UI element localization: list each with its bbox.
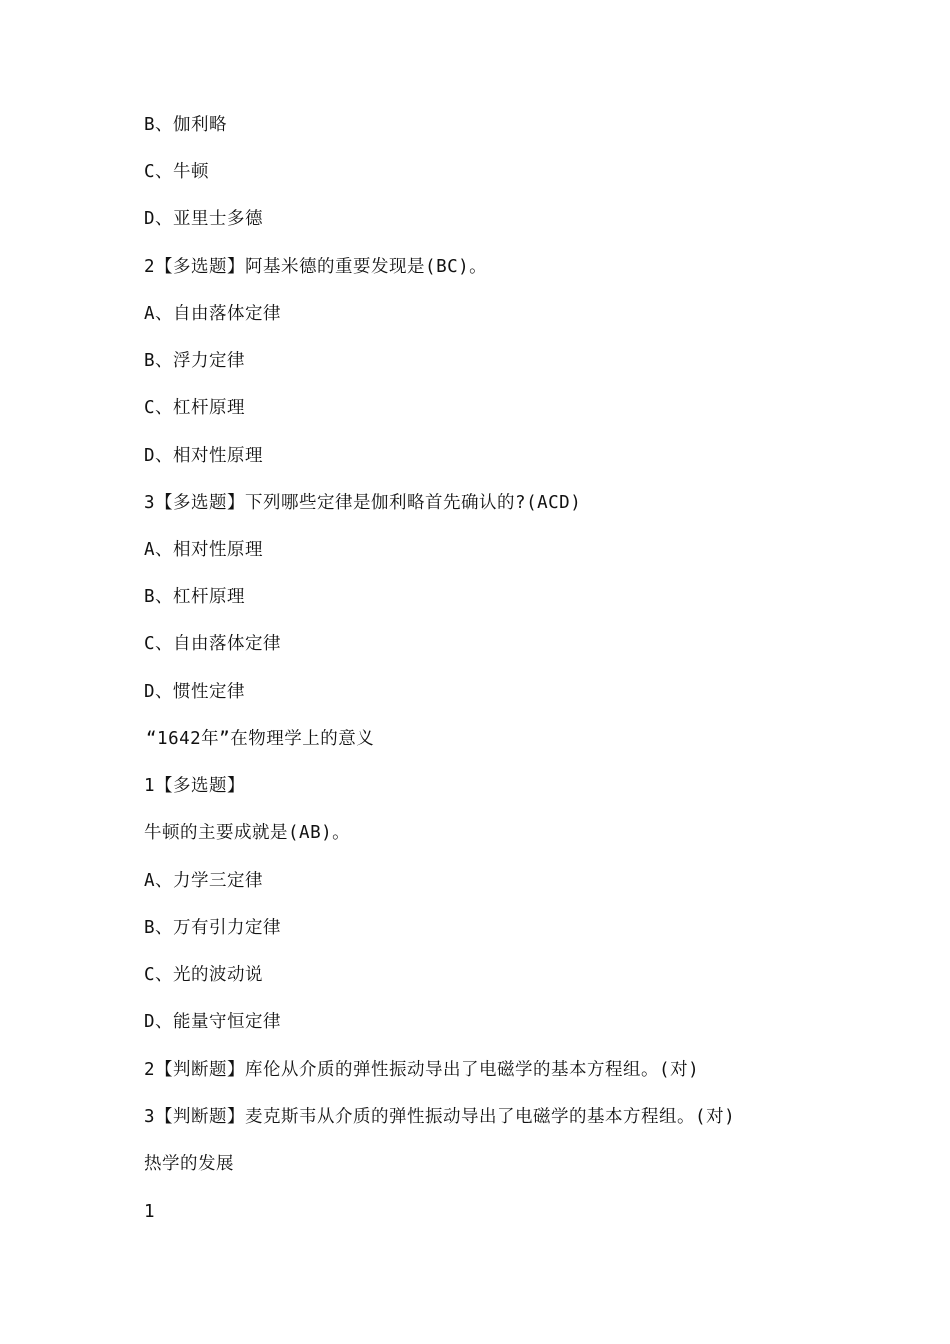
option-c-free-fall: C、自由落体定律 — [144, 634, 282, 654]
question-3-maxwell: 3【判断题】麦克斯韦从介质的弹性振动导出了电磁学的基本方程组。(对) — [144, 1107, 736, 1127]
option-c-newton: C、牛顿 — [144, 162, 210, 182]
option-a-three-laws: A、力学三定律 — [144, 871, 264, 891]
question-1-label: 1【多选题】 — [144, 776, 246, 796]
option-c-wave-theory: C、光的波动说 — [144, 965, 264, 985]
section-heading-thermodynamics: 热学的发展 — [144, 1154, 234, 1174]
question-number-1: 1 — [144, 1202, 156, 1222]
option-a-free-fall: A、自由落体定律 — [144, 304, 282, 324]
option-b-lever: B、杠杆原理 — [144, 587, 246, 607]
option-b-buoyancy: B、浮力定律 — [144, 351, 246, 371]
option-a-relativity: A、相对性原理 — [144, 540, 264, 560]
option-d-relativity: D、相对性原理 — [144, 446, 264, 466]
question-3-galileo-laws: 3【多选题】下列哪些定律是伽利略首先确认的?(ACD) — [144, 493, 582, 513]
section-heading-1642: “1642年”在物理学上的意义 — [146, 729, 375, 749]
option-b-galileo: B、伽利略 — [144, 115, 228, 135]
question-2-coulomb: 2【判断题】库伦从介质的弹性振动导出了电磁学的基本方程组。(对) — [144, 1060, 700, 1080]
option-d-aristotle: D、亚里士多德 — [144, 209, 264, 229]
option-d-energy-conservation: D、能量守恒定律 — [144, 1012, 282, 1032]
option-d-inertia: D、惯性定律 — [144, 682, 246, 702]
option-c-lever: C、杠杆原理 — [144, 398, 246, 418]
question-2-archimedes: 2【多选题】阿基米德的重要发现是(BC)。 — [144, 257, 488, 277]
question-1-newton: 牛顿的主要成就是(AB)。 — [144, 823, 351, 843]
option-b-gravitation: B、万有引力定律 — [144, 918, 282, 938]
